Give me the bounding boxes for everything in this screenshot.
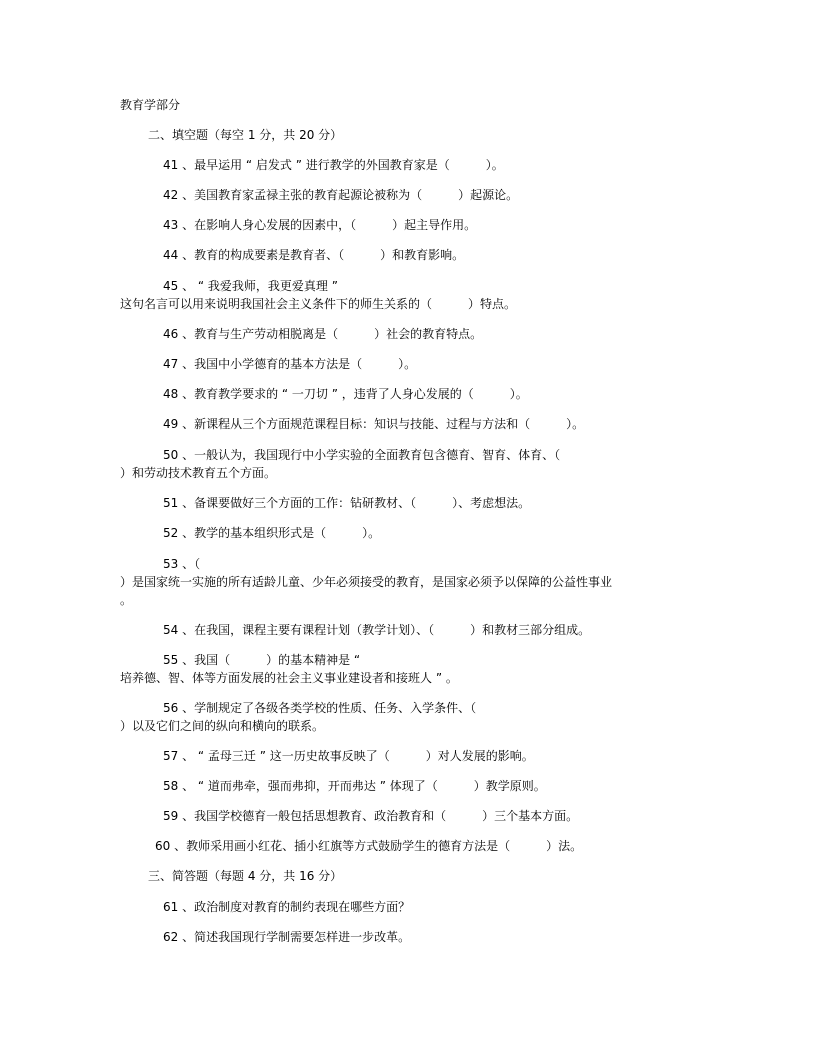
question-47: 47 、我国中小学德育的基本方法是（ ）。: [163, 357, 417, 371]
question-50-line2: ）和劳动技术教育五个方面。: [120, 466, 277, 480]
question-45-line2: 这句名言可以用来说明我国社会主义条件下的师生关系的（ ）特点。: [120, 297, 517, 311]
question-45-line1: 45 、 “ 我爱我师，我更爱真理 ”: [163, 279, 338, 293]
question-53-line1: 53 、（: [163, 557, 201, 571]
question-55-line2: 培养德、智、体等方面发展的社会主义事业建设者和接班人 ” 。: [120, 671, 458, 685]
question-60: 60 、教师采用画小红花、插小红旗等方式鼓励学生的德育方法是（ ）法。: [155, 839, 583, 853]
question-56-line2: ）以及它们之间的纵向和横向的联系。: [120, 719, 325, 733]
question-59: 59 、我国学校德育一般包括思想教育、政治教育和（ ）三个基本方面。: [163, 809, 579, 823]
section-short-answer-header: 三、简答题（每题 4 分，共 16 分）: [148, 869, 343, 883]
document-title: 教育学部分: [120, 98, 181, 112]
question-57: 57 、 “ 孟母三迁 ” 这一历史故事反映了（ ）对人发展的影响。: [163, 749, 534, 763]
question-48: 48 、教育教学要求的 “ 一刀切 ” ，违背了人身心发展的（ ）。: [163, 387, 528, 401]
question-54: 54 、在我国，课程主要有课程计划（教学计划）、（ ）和教材三部分组成。: [163, 623, 591, 637]
question-42: 42 、美国教育家孟禄主张的教育起源论被称为（ ）起源论。: [163, 188, 519, 202]
question-50-line1: 50 、一般认为，我国现行中小学实验的全面教育包含德育、智育、体育、（: [163, 448, 561, 462]
question-55-line1: 55 、我国（ ）的基本精神是 “: [163, 653, 361, 667]
question-62: 62 、简述我国现行学制需要怎样进一步改革。: [163, 930, 411, 944]
question-53-line2: ）是国家统一实施的所有适龄儿童、少年必须接受的教育，是国家必须予以保障的公益性事业: [120, 575, 613, 589]
question-46: 46 、教育与生产劳动相脱离是（ ）社会的教育特点。: [163, 327, 483, 341]
question-52: 52 、教学的基本组织形式是（ ）。: [163, 526, 381, 540]
question-41: 41 、最早运用 “ 启发式 ” 进行教学的外国教育家是（ ）。: [163, 158, 504, 172]
question-61: 61 、政治制度对教育的制约表现在哪些方面？: [163, 900, 411, 914]
question-58: 58 、 “ 道而弗牵，强而弗抑，开而弗达 ” 体现了（ ）教学原则。: [163, 779, 546, 793]
question-49: 49 、新课程从三个方面规范课程目标：知识与技能、过程与方法和（ ）。: [163, 417, 585, 431]
question-53-line3: 。: [120, 593, 133, 607]
question-51: 51 、备课要做好三个方面的工作：钻研教材、（ ）、考虑想法。: [163, 496, 531, 510]
question-56-line1: 56 、学制规定了各级各类学校的性质、任务、入学条件、（: [163, 701, 477, 715]
question-44: 44 、教育的构成要素是教育者、（ ）和教育影响。: [163, 248, 465, 262]
section-fill-blank-header: 二、填空题（每空 1 分，共 20 分）: [148, 128, 343, 142]
question-43: 43 、在影响人身心发展的因素中，（ ）起主导作用。: [163, 218, 477, 232]
